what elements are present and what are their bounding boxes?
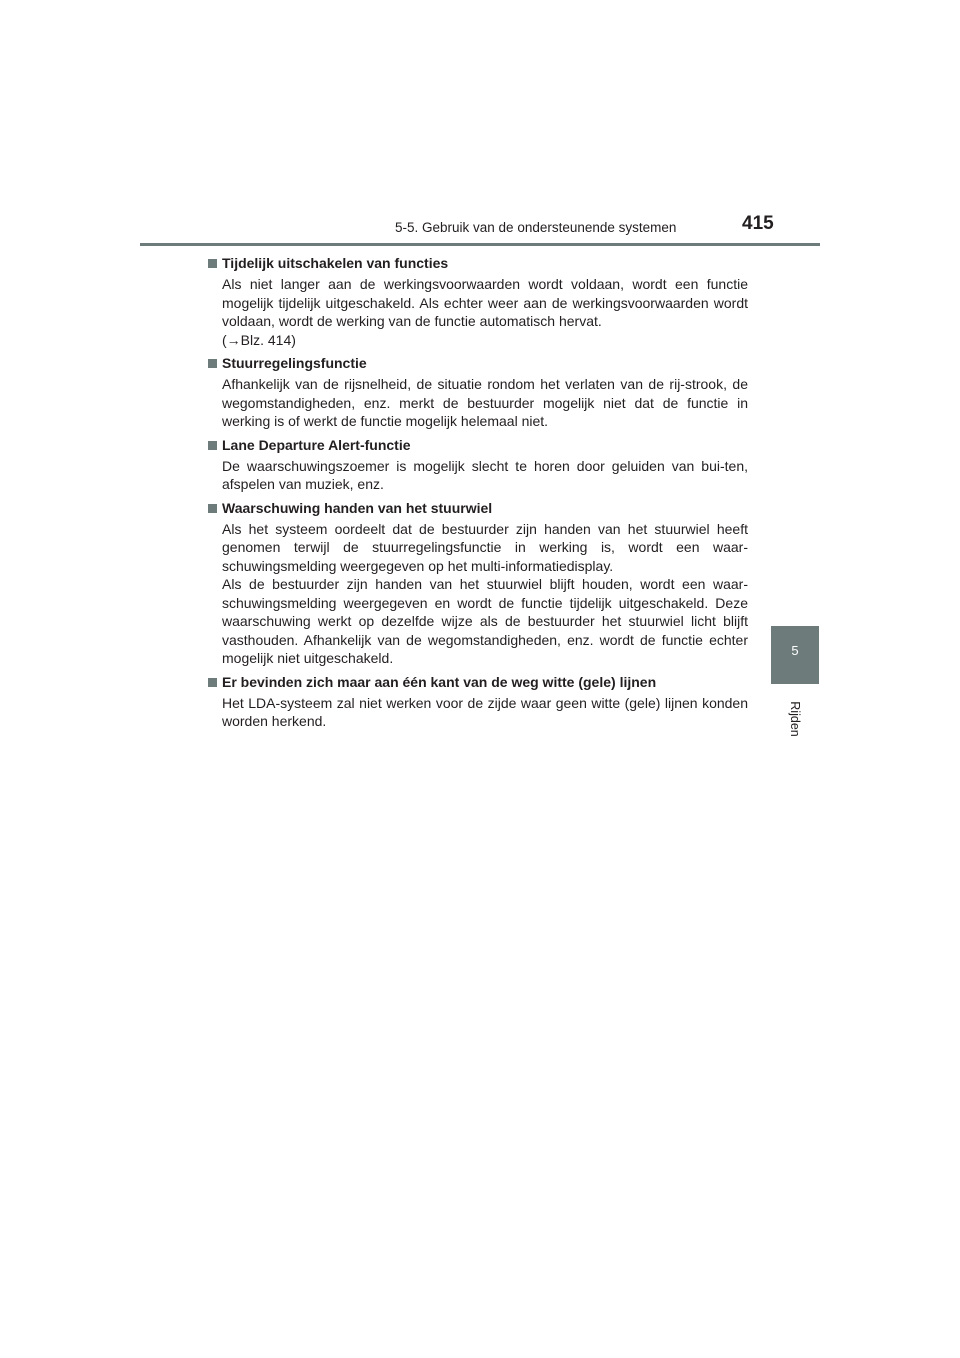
item-body: [222, 457, 748, 494]
bullet-square-icon: [208, 259, 217, 268]
item-hands-off-warning: [208, 499, 748, 668]
item-heading-text: Lane Departure Alert-functie: [222, 436, 411, 453]
paragraph: Als het systeem oordeelt dat de bestuurder zijn handen van het stuurwiel heeft genomen terwijl de stuurregelingsfunctie in werking is, wordt een waar-schuwingsmelding weergegeven op het multi-informatiedisplay.: [222, 520, 748, 574]
item-body: [222, 694, 748, 731]
page-number: 415: [742, 213, 774, 234]
page-content: [208, 254, 748, 736]
page-header: [140, 210, 820, 246]
item-body: [222, 275, 748, 349]
paragraph: Als niet langer aan de werkingsvoorwaarden wordt voldaan, wordt een functie mogelijk tijdelijk uitgeschakeld. Als echter weer aan de werkingsvoorwaarden wordt voldaan, wordt de werking van de functie automatisch hervat.: [222, 276, 748, 329]
header-rule: [140, 243, 820, 246]
item-single-side-lines: [208, 673, 748, 731]
page-reference: (→Blz. 414): [222, 331, 296, 348]
paragraph: Als de bestuurder zijn handen van het stuurwiel blijft houden, wordt een waar-schuwingsmelding weergegeven en wordt de functie tijdelijk uitgeschakeld. Deze waarschuwing werkt op dezelfde wijze als de bestuurder het stuurwiel licht blijft vasthouden. Afhankelijk van de wegomstandigheden, enz. wordt de functie echter mogelijk niet uitgeschakeld.: [222, 576, 748, 666]
item-body: [222, 520, 748, 668]
item-heading: [208, 673, 748, 692]
paragraph: De waarschuwingszoemer is mogelijk slecht te horen door geluiden van bui-ten, afspelen van muziek, enz.: [222, 457, 748, 492]
paragraph: Afhankelijk van de rijsnelheid, de situatie rondom het verlaten van de rij-strook, de wegomstandigheden, enz. merkt de bestuurder mogelijk niet dat de functie in werking is of werkt de functie mogelijk helemaal niet.: [222, 376, 748, 429]
item-heading-text: Waarschuwing handen van het stuurwiel: [222, 499, 493, 516]
bullet-square-icon: [208, 678, 217, 687]
item-heading-text: Stuurregelingsfunctie: [222, 355, 367, 371]
item-lane-departure-alert: [208, 436, 748, 494]
chapter-label: Rijden: [788, 701, 802, 737]
item-heading-text: Er bevinden zich maar aan één kant van de weg witte (gele) lijnen: [222, 673, 657, 690]
item-heading: [208, 436, 748, 455]
item-heading-text: Tijdelijk uitschakelen van functies: [222, 255, 449, 271]
item-steering-control: [208, 354, 748, 431]
bullet-square-icon: [208, 359, 217, 368]
item-body: [222, 375, 748, 431]
item-temporary-disable: [208, 254, 748, 349]
chapter-tab: 5: [771, 626, 819, 684]
item-heading: [208, 499, 748, 518]
bullet-square-icon: [208, 504, 217, 513]
paragraph: Het LDA-systeem zal niet werken voor de zijde waar geen witte (gele) lijnen konden worden herkend.: [222, 694, 748, 729]
section-title: 5-5. Gebruik van de ondersteunende systemen: [395, 220, 677, 235]
item-heading: [208, 354, 748, 373]
item-heading: [208, 254, 748, 273]
bullet-square-icon: [208, 441, 217, 450]
